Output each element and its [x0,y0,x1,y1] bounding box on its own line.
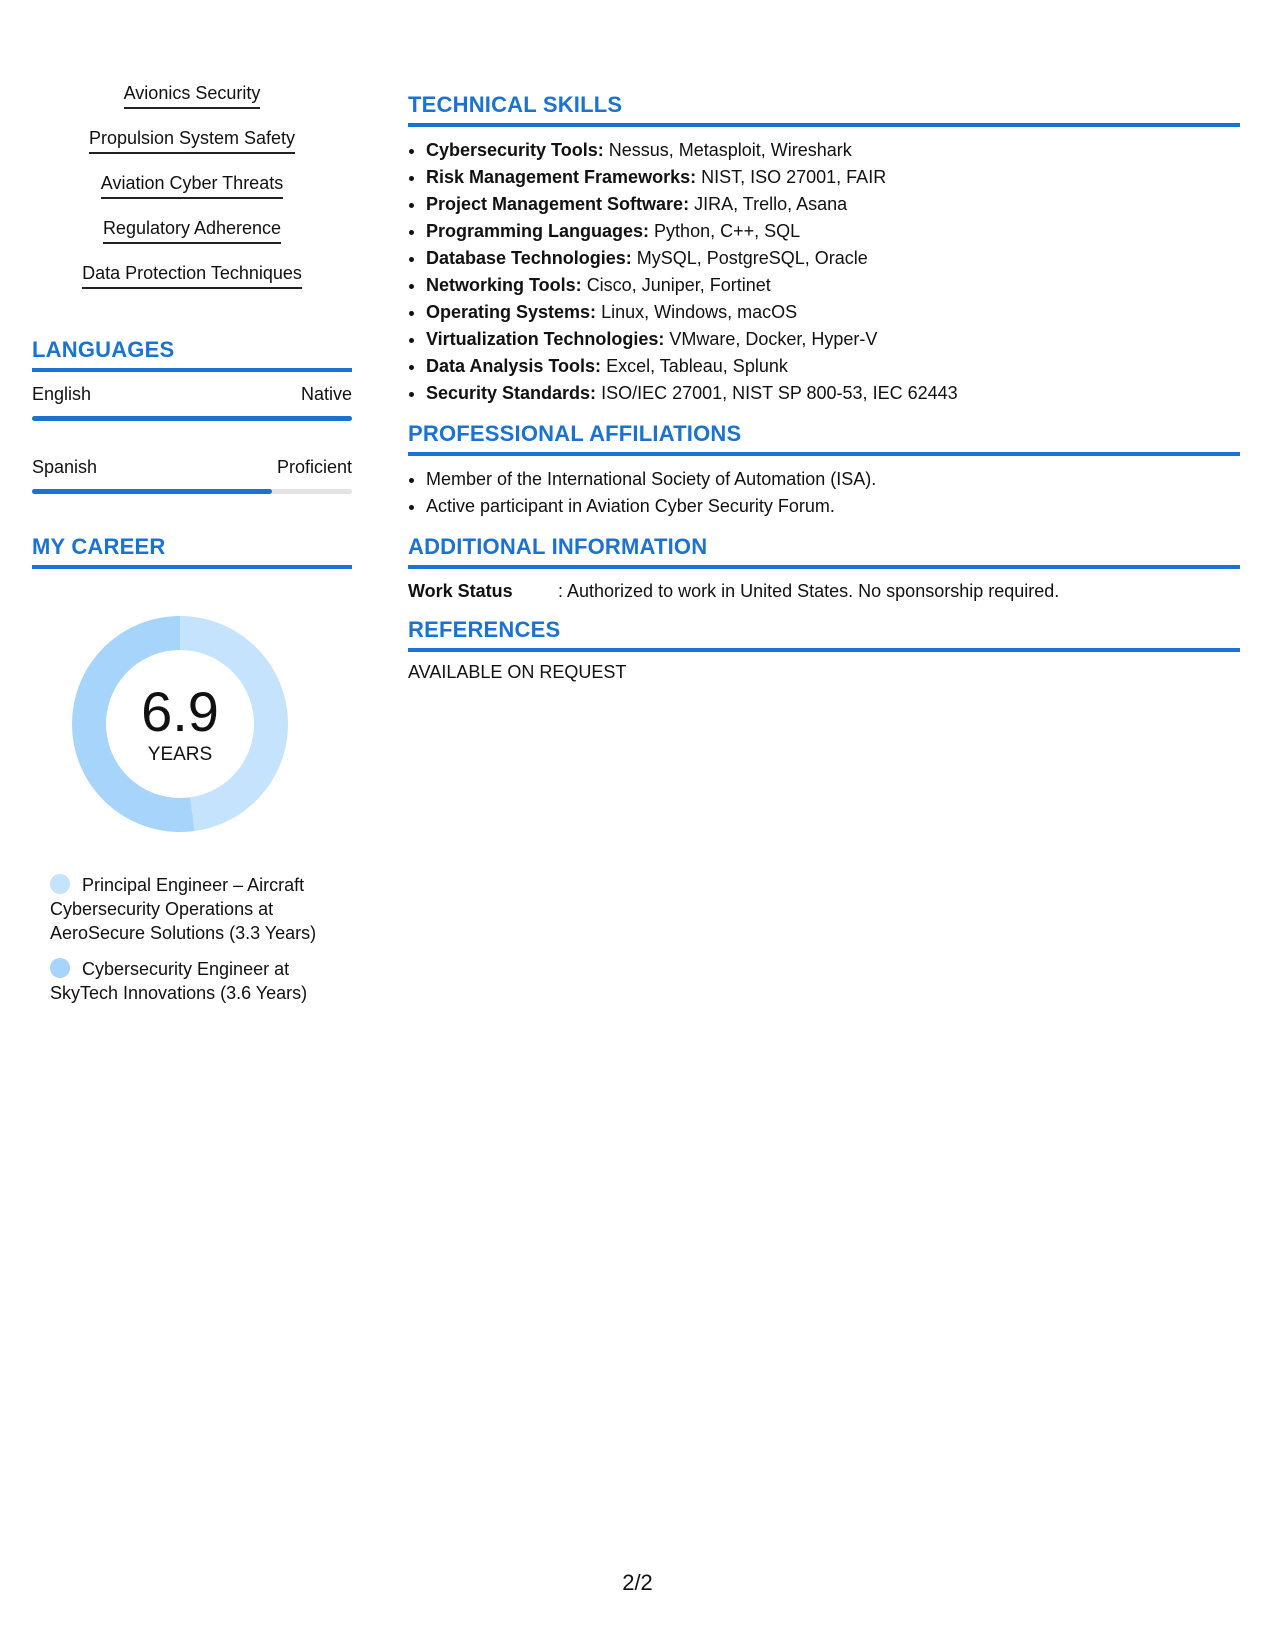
language-level: Proficient [276,457,352,477]
skill-tag: Propulsion System Safety [89,127,295,154]
skill-category: Cybersecurity Tools: [426,140,604,160]
list-item [426,299,1240,326]
skill-values: Linux, Windows, macOS [601,302,798,322]
work-status-row [408,579,1240,603]
legend-dot [50,874,70,894]
list-item [426,353,1240,380]
legend-item [50,873,340,945]
legend-item [50,957,340,1005]
skill-tag: Regulatory Adherence [103,217,281,244]
skill-values: Python, C++, SQL [654,221,801,241]
skill-tag: Data Protection Techniques [82,262,302,289]
language-proficiency-bar [32,416,352,421]
list-item [426,137,1240,164]
skill-category: Security Standards: [426,383,597,403]
left-column [32,82,352,1017]
skill-values: MySQL, PostgreSQL, Oracle [636,248,868,268]
skill-category: Project Management Software: [426,194,690,214]
career-legend [32,873,340,1005]
skill-category: Virtualization Technologies: [426,329,665,349]
career-center [65,609,295,839]
list-item [426,191,1240,218]
list-item [426,380,1240,407]
technical-skills-heading: TECHNICAL SKILLS [408,92,1240,127]
language-proficiency-fill [32,489,272,494]
skill-category: Operating Systems: [426,302,597,322]
legend-label: Cybersecurity Engineer at SkyTech Innovations (3.6 Years) [50,959,308,1003]
page-number: 2/2 [622,1570,653,1595]
skill-values: NIST, ISO 27001, FAIR [701,167,887,187]
right-column [408,92,1240,683]
skill-values: Excel, Tableau, Splunk [606,356,788,376]
skill-category: Database Technologies: [426,248,632,268]
language-item [32,455,352,494]
list-item [426,326,1240,353]
language-proficiency-bar [32,489,352,494]
language-item [32,382,352,421]
skill-tag: Aviation Cyber Threats [101,172,283,199]
list-item [426,218,1240,245]
language-proficiency-fill [32,416,352,421]
skill-category: Data Analysis Tools: [426,356,602,376]
list-item: • Active participant in Aviation Cyber Security Forum. [426,493,1240,520]
list-item [426,272,1240,299]
skill-tag: Avionics Security [124,82,261,109]
languages-list [32,382,352,494]
skill-values: VMware, Docker, Hyper-V [669,329,878,349]
additional-info-heading: ADDITIONAL INFORMATION [408,534,1240,569]
skill-values: ISO/IEC 27001, NIST SP 800-53, IEC 62443 [601,383,958,403]
skill-category: Programming Languages: [426,221,650,241]
affiliations-heading: PROFESSIONAL AFFILIATIONS [408,421,1240,456]
references-heading: REFERENCES [408,617,1240,652]
language-name: English [32,384,92,404]
list-item [426,245,1240,272]
language-name: Spanish [32,457,98,477]
references-text: AVAILABLE ON REQUEST [408,662,627,682]
list-item [426,164,1240,191]
career-donut-chart [65,609,295,839]
career-years-unit: YEARS [147,744,213,765]
technical-skills-list [408,137,1240,407]
language-level: Native [300,384,352,404]
skill-values: JIRA, Trello, Asana [694,194,848,214]
list-item: • Member of the International Society of Automation (ISA). [426,466,1240,493]
skill-category: Risk Management Frameworks: [426,167,697,187]
skill-values: Nessus, Metasploit, Wireshark [608,140,852,160]
languages-heading: LANGUAGES [32,337,352,372]
skill-category: Networking Tools: [426,275,582,295]
work-status-label: Work Status [408,581,513,601]
career-heading: MY CAREER [32,534,352,569]
skill-tags [32,82,352,307]
skill-values: Cisco, Juniper, Fortinet [586,275,771,295]
career-total-years: 6.9 [141,680,219,743]
work-status-value: : Authorized to work in United States. No sponsorship required. [558,581,1060,601]
legend-dot [50,958,70,978]
affiliations-list [408,466,1240,520]
legend-label: Principal Engineer – Aircraft Cybersecurity Operations at AeroSecure Solutions (3.3 Years) [50,875,317,943]
